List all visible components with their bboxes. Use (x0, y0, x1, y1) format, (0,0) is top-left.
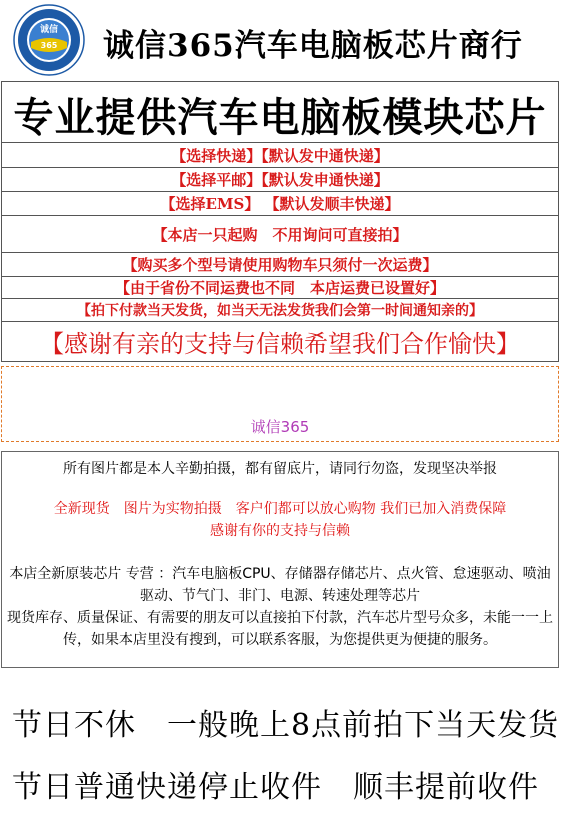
promo-band (1, 366, 559, 442)
notice-text: 【拍下付款当天发货，如当天无法发货我们会第一时间通知亲的】 (77, 303, 483, 319)
shop-name: 诚信365汽车电脑板芯片商行 (103, 28, 523, 64)
notice-row (1, 277, 559, 299)
notice-row (1, 216, 559, 253)
notice-row (1, 168, 559, 192)
logo-text: 诚信 (39, 25, 59, 35)
shop-header (0, 0, 562, 80)
notice-text: 【由于省份不同运费也不同 本店运费已设置好】 (114, 279, 445, 297)
notice-text: 【购买多个型号请使用购物车只须付一次运费】 (122, 256, 438, 274)
notice-row (1, 253, 559, 277)
notice-row (1, 322, 559, 362)
logo-number: 365 (40, 41, 58, 50)
holiday-courier-notice: 节日普通快递停止收件 顺丰提前收件 (12, 770, 539, 805)
notice-row (1, 299, 559, 322)
promo-text: 诚信365 (250, 418, 310, 436)
product-description: 本店全新原装芯片 专营 ：汽车电脑板CPU、存储器存储芯片、点火管、怠速驱动、喷油驱动、节气门、非门、电源、转速处理等芯片 现货库存、质量保证、有需要的朋友可以直接拍下付款，汽车芯片型号众多，未能一一上传，如果本店里没有搜到，可以联系客服，为您提供更为便捷的服务。 (7, 566, 553, 648)
page-title: 专业提供汽车电脑板模块芯片 (13, 94, 547, 141)
notice-row (1, 192, 559, 216)
title-box (1, 81, 559, 143)
notice-row (1, 143, 559, 168)
notice-text: 【选择平邮】【默认发申通快递】 (171, 171, 389, 189)
info-panel (1, 451, 559, 668)
notice-list (1, 143, 559, 362)
copyright-notice: 所有图片都是本人辛勤拍摄，都有留底片，请同行勿盗，发现坚决举报 (63, 461, 497, 477)
holiday-shipping-notice: 节日不休 一般晚上8点前拍下当天发货 (12, 708, 560, 743)
guarantee-notice: 全新现货 图片为实物拍摄 客户们都可以放心购物 我们已加入消费保障 感谢有你的支持与信赖 (53, 501, 507, 539)
notice-text: 【感谢有亲的支持与信赖希望我们合作愉快】 (40, 330, 520, 358)
notice-text: 【选择EMS】 【默认发顺丰快递】 (160, 195, 400, 213)
notice-text: 【本店一只起购 不用询问可直接拍】 (152, 225, 408, 244)
notice-text: 【选择快递】【默认发中通快递】 (171, 146, 389, 165)
shop-logo (13, 4, 85, 76)
